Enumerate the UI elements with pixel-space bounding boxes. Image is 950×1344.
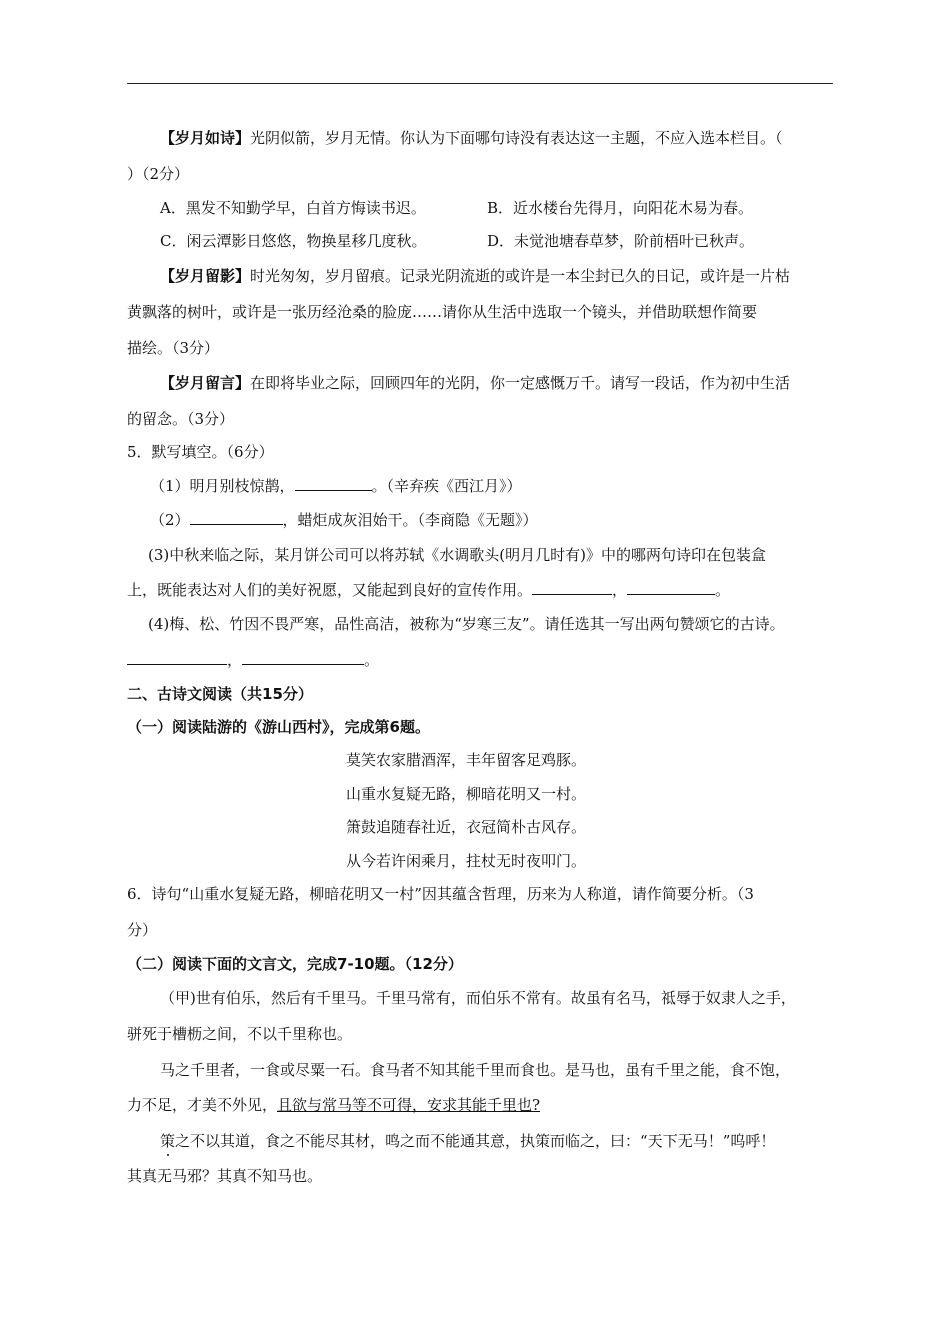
q5-s1: （1）明月别枝惊鹊， 。（辛弃疾《西江月》） [150,477,522,495]
q5-s3-line1: (3)中秋来临之际，某月饼公司可以将苏轼《水调歌头(明月几时有)》中的哪两句诗印在包装盒 [148,546,766,564]
classical-p1-line1: （甲)世有伯乐，然后有千里马。千里马常有，而伯乐不常有。故虽有名马，祗辱于奴隶人之手， [160,989,796,1007]
q5-title: 5．默写填空。（6分） [127,443,274,461]
header-rule [127,83,833,84]
part2-sub1: （一）阅读陆游的《游山西村》，完成第6题。 [127,718,430,736]
part2-title: 二、古诗文阅读（共15分） [127,685,313,703]
poem-months-line2: ）（2分） [127,165,190,183]
q6-line2: 分） [127,921,158,939]
answer-blank-2[interactable] [190,510,283,525]
option-d: D．未觉池塘春草梦，阶前梧叶已秋声。 [487,232,755,250]
message-line2: 的留念。（3分） [127,410,235,428]
classical-p3-line2: 其真无马邪？其真不知马也。 [127,1167,323,1185]
message-line1: 【岁月留言】在即将毕业之际，回顾四年的光阴，你一定感慨万千。请写一段话，作为初中生活 [160,374,791,392]
poem-line-3: 箫鼓追随春社近，衣冠简朴古风存。 [346,818,587,836]
answer-blank-1[interactable] [295,476,372,491]
poem-line-4: 从今若许闲乘月，拄杖无时夜叩门。 [346,852,587,870]
q5-s3-line2: 上，既能表达对人们的美好祝愿，又能起到良好的宣传作用。 ， 。 [127,581,731,599]
answer-blank-4b[interactable] [242,650,364,665]
trace-line1: 【岁月留影】时光匆匆，岁月留痕。记录光阴流逝的或许是一本尘封已久的日记，或许是一片枯 [160,267,791,285]
poem-months-tag: 【岁月如诗】 [160,129,251,147]
classical-p3-line1: 策之不以其道，食之不能尽其材，鸣之而不能通其意，执策而临之，曰：“天下无马！”呜呼！ [160,1132,776,1150]
trace-line2: 黄飘落的树叶，或许是一张历经沧桑的脸庞……请你从生活中选取一个镜头，并借助联想作简要 [127,303,758,321]
trace-line3: 描绘。（3分） [127,339,220,357]
option-b: B．近水楼台先得月，向阳花木易为春。 [487,199,754,217]
q6-line1: 6．诗句“山重水复疑无路，柳暗花明又一村”因其蕴含哲理，历来为人称道，请作简要分析。（3 [127,885,754,903]
trace-tag: 【岁月留影】 [160,267,251,285]
option-a: A．黑发不知勤学早，白首方悔读书迟。 [160,199,426,217]
classical-p2-line2: 力不足，才美不外见，且欲与常马等不可得，安求其能千里也? [127,1096,541,1114]
part2-sub2: （二）阅读下面的文言文，完成7-10题。（12分） [127,955,463,973]
emphasis-dot-char: 策 [160,1132,176,1150]
q5-s2: （2） ，蜡炬成灰泪始干。（李商隐《无题》） [150,511,538,529]
classical-p2-line1: 马之千里者，一食或尽粟一石。食马者不知其能千里而食也。是马也，虽有千里之能，食不饱， [160,1061,791,1079]
answer-blank-3b[interactable] [627,580,715,595]
q5-s4-line1: (4)梅、松、竹因不畏严寒，品性高洁，被称为“岁寒三友”。请任选其一写出两句赞颂它的古诗。 [148,615,785,633]
q5-s4-line2: ， 。 [127,650,379,670]
answer-blank-4a[interactable] [127,650,227,665]
option-c: C．闲云潭影日悠悠，物换星移几度秋。 [160,232,427,250]
underlined-sentence: 且欲与常马等不可得，安求其能千里也? [277,1096,541,1114]
answer-blank-3a[interactable] [532,580,612,595]
poem-line-2: 山重水复疑无路，柳暗花明又一村。 [346,785,587,803]
poem-line-1: 莫笑农家腊酒浑，丰年留客足鸡豚。 [346,751,587,769]
classical-p1-line2: 骈死于槽枥之间，不以千里称也。 [127,1025,353,1043]
poem-months-line1: 【岁月如诗】光阴似箭，岁月无情。你认为下面哪句诗没有表达这一主题，不应入选本栏目。（ [160,129,783,147]
message-tag: 【岁月留言】 [160,374,251,392]
